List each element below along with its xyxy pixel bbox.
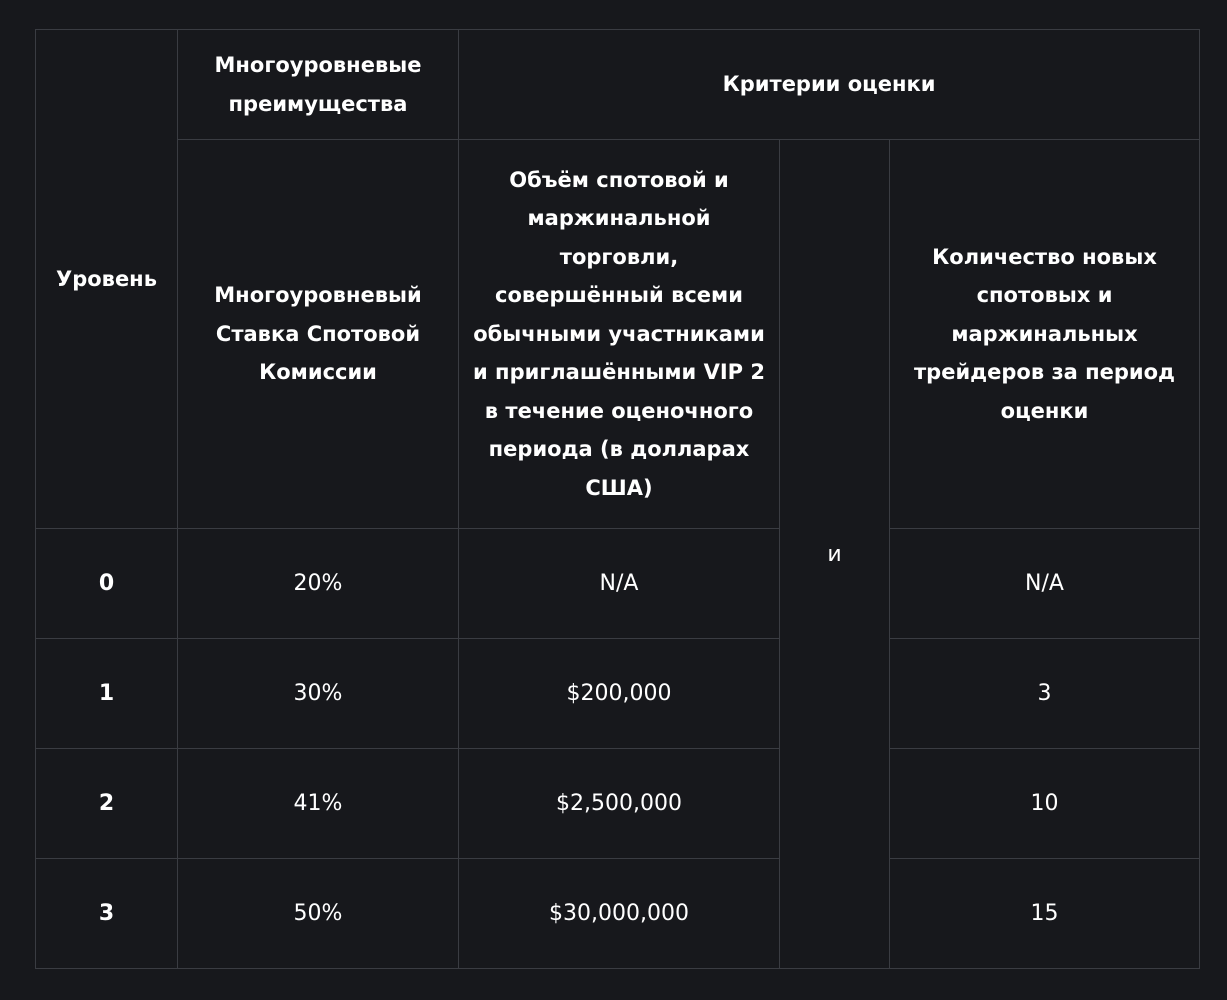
cell-level: 2: [36, 749, 178, 859]
tier-table: [35, 29, 1200, 969]
table-row: [36, 639, 1200, 749]
header-rate: Многоуровневый Ставка Спотовой Комиссии: [178, 140, 459, 529]
table-row: [36, 859, 1200, 969]
header-traders: Количество новых спотовых и маржинальных трейдеров за период оценки: [890, 140, 1200, 529]
cell-rate: 41%: [178, 749, 459, 859]
connector-and: и: [780, 140, 890, 969]
cell-level: 3: [36, 859, 178, 969]
header-level: Уровень: [36, 30, 178, 529]
header-benefits-group: Многоуровневые преимущества: [178, 30, 459, 140]
cell-volume: N/A: [459, 529, 780, 639]
cell-rate: 30%: [178, 639, 459, 749]
table-row: [36, 529, 1200, 639]
cell-rate: 50%: [178, 859, 459, 969]
cell-volume: $200,000: [459, 639, 780, 749]
tier-table-container: [35, 29, 1199, 969]
cell-rate: 20%: [178, 529, 459, 639]
cell-volume: $2,500,000: [459, 749, 780, 859]
cell-traders: 10: [890, 749, 1200, 859]
cell-traders: N/A: [890, 529, 1200, 639]
cell-volume: $30,000,000: [459, 859, 780, 969]
cell-traders: 15: [890, 859, 1200, 969]
header-volume: Объём спотовой и маржинальной торговли, совершённый всеми обычными участниками и приглашёнными VIP 2 в течение оценочного периода (в долларах США): [459, 140, 780, 529]
header-criteria-group: Критерии оценки: [459, 30, 1200, 140]
cell-traders: 3: [890, 639, 1200, 749]
header-row-2: [36, 140, 1200, 529]
table-row: [36, 749, 1200, 859]
cell-level: 0: [36, 529, 178, 639]
cell-level: 1: [36, 639, 178, 749]
header-row-1: [36, 30, 1200, 140]
